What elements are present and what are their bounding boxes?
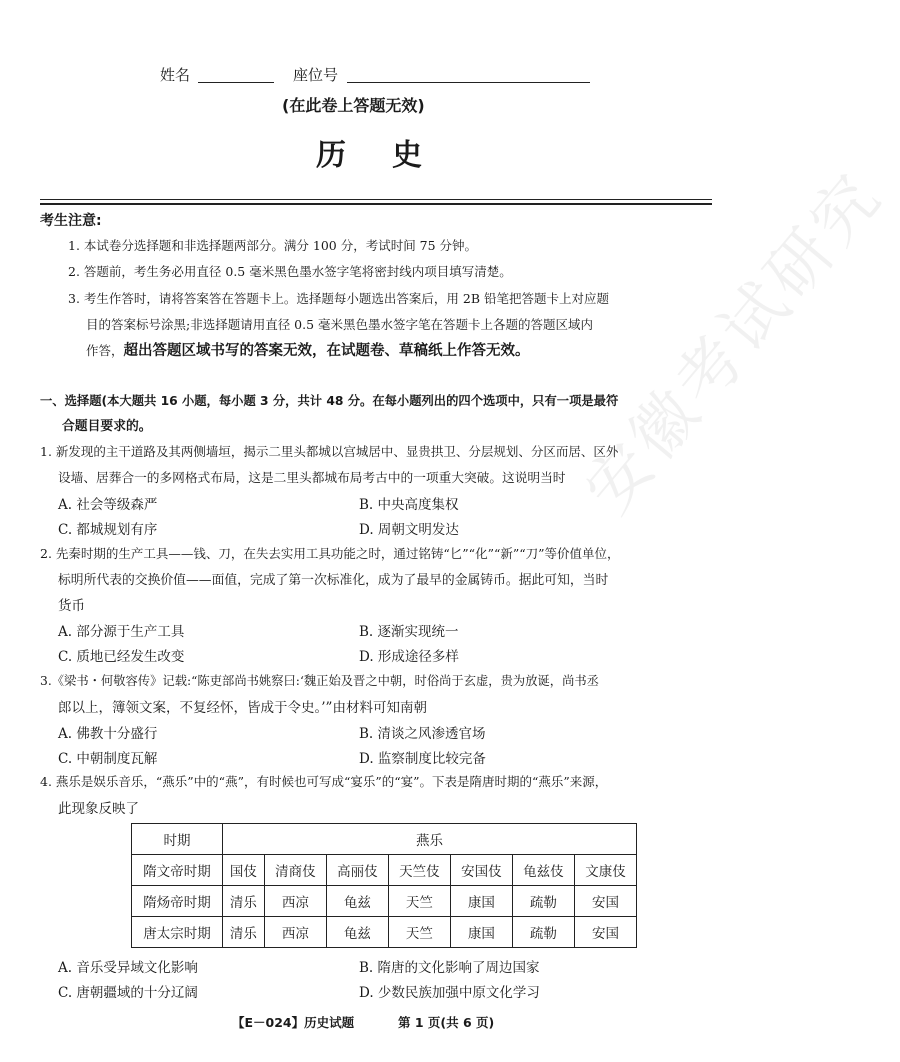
notice-item-3: 3. 考生作答时，请将答案答在答题卡上。选择题每小题选出答案后，用 2B 铅笔把答题卡上对应题 xyxy=(68,291,609,306)
table-cell: 西凉 xyxy=(264,917,326,948)
q4-option-c[interactable]: C. 唐朝疆域的十分辽阔 xyxy=(58,985,198,1001)
table-cell: 龟兹 xyxy=(326,886,388,917)
table-cell: 康国 xyxy=(450,917,512,948)
table-cell: 康国 xyxy=(450,886,512,917)
q4-stem-line2: 此现象反映了 xyxy=(58,801,139,817)
header-rule-bottom xyxy=(40,203,712,205)
table-cell: 天竺 xyxy=(388,917,450,948)
q3-option-d[interactable]: D. 监察制度比较完备 xyxy=(359,751,486,767)
notice-item-3-line3 xyxy=(86,339,530,360)
q1-stem-line2: 设墙、居葬合一的多网格式布局，这是二里头都城布局考古中的一项重大突破。这说明当时 xyxy=(58,470,566,485)
notice-item-3-warning: 超出答题区域书写的答案无效，在试题卷、草稿纸上作答无效。 xyxy=(123,343,530,359)
seat-label: 座位号 xyxy=(293,66,339,84)
invalid-note: (在此卷上答题无效) xyxy=(282,96,425,115)
table-cell: 西凉 xyxy=(264,886,326,917)
q2-option-d[interactable]: D. 形成途径多样 xyxy=(359,649,459,665)
table-cell: 天竺 xyxy=(388,886,450,917)
q3-stem-line1: 3.《梁书・何敬容传》记载:“陈吏部尚书姚察曰:‘魏正始及晋之中朝，时俗尚于玄虚，贵为放诞，尚书丞 xyxy=(40,674,599,688)
notice-item-3-line2: 目的答案标号涂黑;非选择题请用直径 0.5 毫米黑色墨水签字笔在答题卡上各题的答题区域内 xyxy=(86,317,594,332)
table-cell: 龟兹伎 xyxy=(512,855,574,886)
q3-stem-line2: 郎以上，簿领文案，不复经怀，皆成于令史。’”由材料可知南朝 xyxy=(58,700,427,716)
name-blank[interactable] xyxy=(198,82,274,83)
table-cell: 安国 xyxy=(574,886,636,917)
table-row xyxy=(132,917,637,948)
table-cell: 龟兹 xyxy=(326,917,388,948)
section-title-line1: 一、选择题(本大题共 16 小题，每小题 3 分，共计 48 分。在每小题列出的四个选项中，只有一项是最符 xyxy=(40,394,619,408)
table-cell: 清乐 xyxy=(223,917,265,948)
table-cell: 清商伎 xyxy=(264,855,326,886)
q3-option-a[interactable]: A. 佛教十分盛行 xyxy=(58,726,158,742)
table-cell: 文康伎 xyxy=(574,855,636,886)
section-title-line2: 合题目要求的。 xyxy=(62,419,152,434)
footer-page: 第 1 页(共 6 页) xyxy=(398,1015,495,1030)
seat-blank[interactable] xyxy=(347,82,590,83)
name-label: 姓名 xyxy=(160,66,191,84)
yanyue-table xyxy=(131,823,637,948)
q1-option-b[interactable]: B. 中央高度集权 xyxy=(359,497,459,513)
q2-option-a[interactable]: A. 部分源于生产工具 xyxy=(58,624,185,640)
table-header-period: 时期 xyxy=(132,824,223,855)
table-cell: 疏勒 xyxy=(512,886,574,917)
table-cell: 隋炀帝时期 xyxy=(132,886,223,917)
q1-option-d[interactable]: D. 周朝文明发达 xyxy=(359,522,459,538)
q1-option-c[interactable]: C. 都城规划有序 xyxy=(58,522,158,538)
q2-stem-line2: 标明所代表的交换价值——面值，完成了第一次标准化，成为了最早的金属铸币。据此可知，当时 xyxy=(58,573,609,588)
q1-option-a[interactable]: A. 社会等级森严 xyxy=(58,497,158,513)
q2-stem-line3: 货币 xyxy=(58,598,85,614)
footer-code: 【E－024】历史试题 xyxy=(232,1015,355,1030)
notice-title: 考生注意: xyxy=(40,213,102,229)
notice-item-2: 2. 答题前，考生务必用直径 0.5 毫米黑色墨水签字笔将密封线内项目填写清楚。 xyxy=(68,264,512,279)
q3-option-b[interactable]: B. 清谈之风渗透官场 xyxy=(359,726,486,742)
header-rule-top xyxy=(40,199,712,200)
q2-option-c[interactable]: C. 质地已经发生改变 xyxy=(58,649,185,665)
table-cell: 隋文帝时期 xyxy=(132,855,223,886)
q4-option-b[interactable]: B. 隋唐的文化影响了周边国家 xyxy=(359,960,540,976)
table-cell: 疏勒 xyxy=(512,917,574,948)
q4-stem-line1: 4. 燕乐是娱乐音乐，“燕乐”中的“燕”，有时候也可写成“宴乐”的“宴”。下表是隋唐时期的“燕乐”来源， xyxy=(40,774,608,789)
table-cell: 高丽伎 xyxy=(326,855,388,886)
q4-option-a[interactable]: A. 音乐受异域文化影响 xyxy=(58,960,198,976)
table-cell: 国伎 xyxy=(223,855,265,886)
table-row xyxy=(132,886,637,917)
q4-option-d[interactable]: D. 少数民族加强中原文化学习 xyxy=(359,985,540,1001)
q1-stem-line1: 1. 新发现的主干道路及其两侧墙垣，揭示二里头都城以宫城居中、显贵拱卫、分层规划、分区而居、区外 xyxy=(40,444,619,459)
notice-item-3-prefix: 作答， xyxy=(86,343,124,358)
watermark: 安徽考试研究 xyxy=(571,157,899,528)
table-cell: 安国伎 xyxy=(450,855,512,886)
table-cell: 唐太宗时期 xyxy=(132,917,223,948)
q2-option-b[interactable]: B. 逐渐实现统一 xyxy=(359,624,459,640)
q2-stem-line1: 2. 先秦时期的生产工具——钱、刀，在失去实用工具功能之时，通过铭铸“匕”“化”“新”“刀”等价值单位， xyxy=(40,546,620,561)
table-cell: 安国 xyxy=(574,917,636,948)
table-cell: 天竺伎 xyxy=(388,855,450,886)
table-cell: 清乐 xyxy=(223,886,265,917)
table-header-yanyue: 燕乐 xyxy=(223,824,637,855)
subject-title: 历 史 xyxy=(316,138,430,173)
table-row xyxy=(132,855,637,886)
notice-item-1: 1. 本试卷分选择题和非选择题两部分。满分 100 分，考试时间 75 分钟。 xyxy=(68,238,478,253)
table-header-row xyxy=(132,824,637,855)
q3-option-c[interactable]: C. 中朝制度瓦解 xyxy=(58,751,158,767)
